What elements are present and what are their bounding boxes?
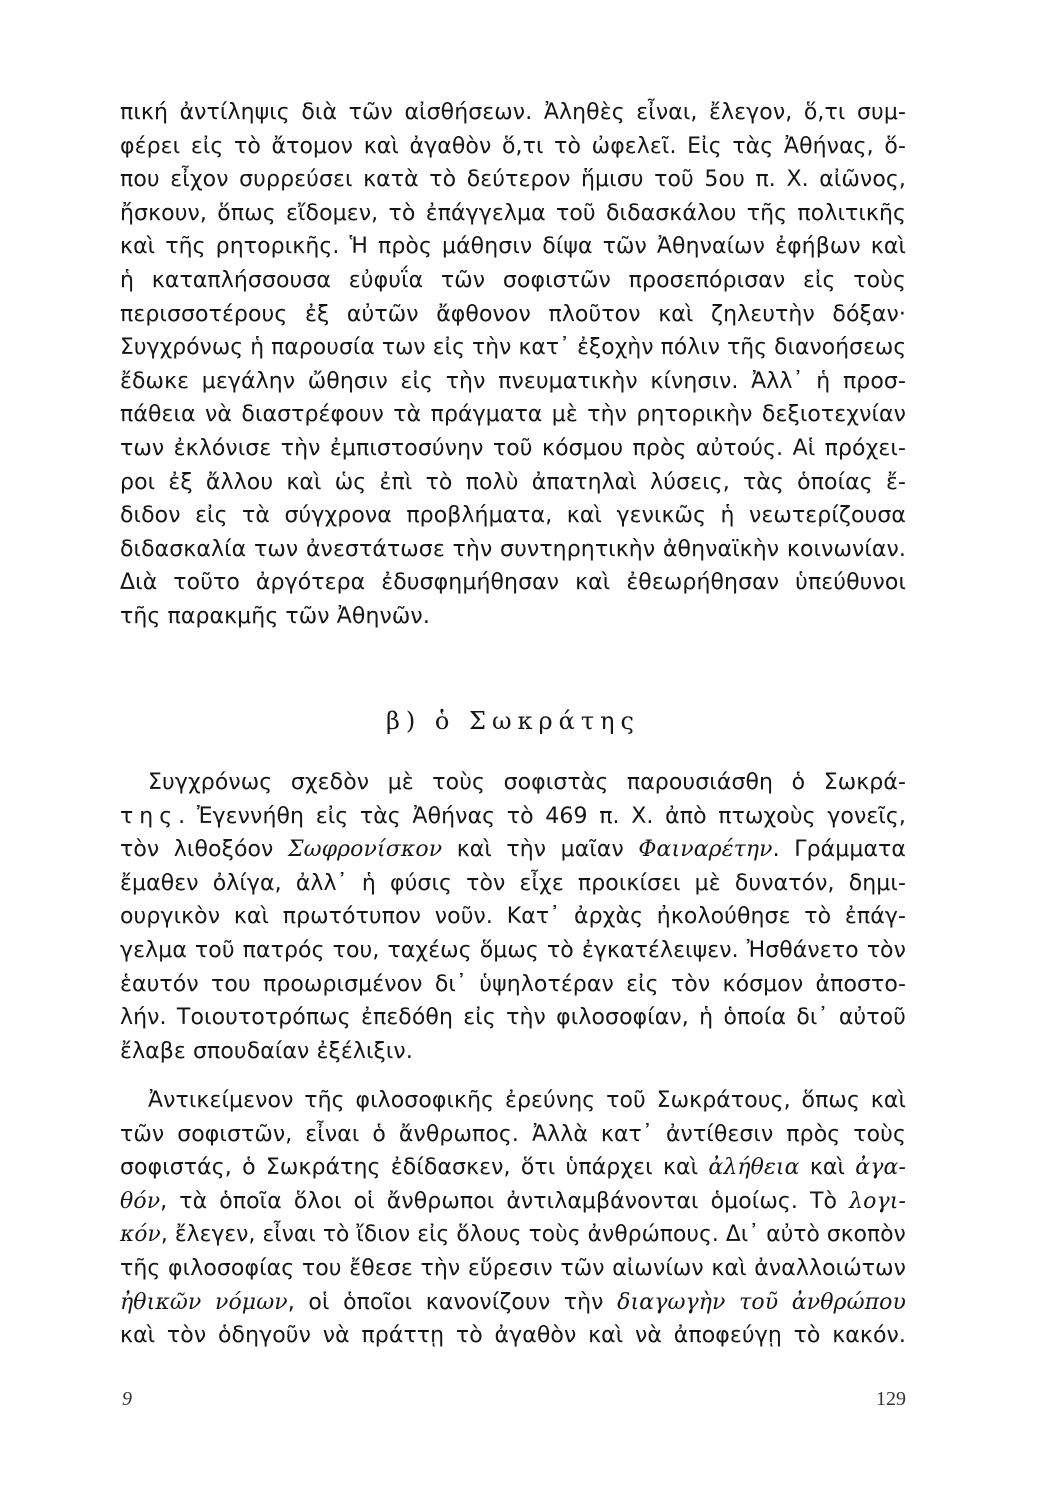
text-span: τὸν λιθοξόον xyxy=(120,837,288,863)
text-line: καὶ τὸν ὁδηγοῦν νὰ πράττῃ τὸ ἀγαθὸν καὶ νὰ ἀποφεύγῃ τὸ κακόν. xyxy=(120,1323,906,1349)
father-name: Σωφρονίσκον xyxy=(287,837,443,863)
text-line: περισσοτέρους ἐξ αὐτῶν ἄφθονον πλοῦτον καὶ ζηλευτὴν δόξαν· xyxy=(120,301,906,327)
text-line: Συγχρόνως ἡ παρουσία των εἰς τὴν κατ᾿ ἐξοχὴν πόλιν τῆς διανοήσεως xyxy=(120,335,907,361)
text-line: τῆς φιλοσοφίας του ἔθεσε τὴν εὕρεσιν τῶν αἰωνίων καὶ ἀναλλοιώτων xyxy=(120,1255,906,1281)
text-line: ἡ καταπλήσσουσα εὐφυΐα τῶν σοφιστῶν προσεπόρισαν εἰς τοὺς xyxy=(120,267,906,293)
text-span: . Ἐγεννήθη εἰς τὰς Ἀθήνας τὸ 469 π. Χ. ἀπὸ πτωχοὺς γονεῖς, xyxy=(178,803,906,829)
text-line: Συγχρόνως σχεδὸν μὲ τοὺς σοφιστὰς παρουσιάσθη ὁ Σωκρά- xyxy=(148,770,906,795)
text-line: των ἐκλόνισε τὴν ἐμπιστοσύνην τοῦ κόσμου πρὸς αὐτούς. Αἱ πρόχει- xyxy=(120,435,906,461)
paragraph-sophists xyxy=(120,96,906,634)
text-line xyxy=(120,833,906,867)
text-line: πάθεια νὰ διαστρέφουν τὰ πράγματα μὲ τὴν ρητορικὴν δεξιοτεχνίαν xyxy=(120,402,906,428)
text-line: καὶ τῆς ρητορικῆς. Ἡ πρὸς μάθησιν δίψα τῶν Ἀθηναίων ἐφήβων καὶ xyxy=(120,234,906,260)
page-number: 129 xyxy=(876,1388,906,1410)
text-span: , ἔλεγεν, εἶναι τὸ ἴδιον εἰς ὅλους τοὺς ἀνθρώπους. Δι᾿ αὐτὸ σκοπὸν xyxy=(160,1222,906,1248)
text-line xyxy=(120,800,906,834)
text-span: καὶ xyxy=(799,1155,856,1181)
text-span: σοφιστάς, ὁ Σωκράτης ἐδίδασκεν, ὅτι ὑπάρχει καὶ xyxy=(120,1155,709,1181)
text-line: τῆς παρακμῆς τῶν Ἀθηνῶν. xyxy=(120,603,430,629)
emphasis: λογι- xyxy=(849,1188,906,1214)
emphasis: ἠθικῶν νόμων xyxy=(120,1289,288,1315)
text-line: που εἶχον συρρεύσει κατὰ τὸ δεύτερον ἥμισυ τοῦ 5ου π. Χ. αἰῶνος, xyxy=(120,167,906,193)
text-line: ἔλαβε σπουδαίαν ἐξέλιξιν. xyxy=(120,1038,413,1064)
spaced-word: της xyxy=(120,803,179,829)
text-line xyxy=(120,1185,906,1219)
section-heading: β) ὁ Σωκράτης xyxy=(386,707,640,735)
text-line: ροι ἐξ ἄλλου καὶ ὡς ἐπὶ τὸ πολὺ ἀπατηλαὶ λύσεις, τὰς ὁποίας ἔ- xyxy=(120,469,906,495)
text-line: ἔδωκε μεγάλην ὤθησιν εἰς τὴν πνευματικὴν κίνησιν. Ἀλλ᾿ ἡ προσ- xyxy=(120,368,906,394)
text-line: ἔμαθεν ὀλίγα, ἀλλ᾿ ἡ φύσις τὸν εἶχε προικίσει μὲ δυνατόν, δημι- xyxy=(120,870,906,896)
emphasis: ἀγα- xyxy=(855,1155,906,1181)
emphasis: διαγωγὴν τοῦ ἀνθρώπου xyxy=(617,1289,906,1315)
text-line xyxy=(120,1286,906,1320)
paragraph-socrates-life xyxy=(120,766,906,1068)
signature-mark: 9 xyxy=(122,1388,132,1410)
emphasis: κόν xyxy=(120,1222,161,1248)
text-line: γελμα τοῦ πατρός του, ταχέως ὅμως τὸ ἐγκατέλειψεν. Ἠσθάνετο τὸν xyxy=(120,937,906,963)
text-line: πική ἀντίληψις διὰ τῶν αἰσθήσεων. Ἀληθὲς εἶναι, ἔλεγον, ὅ,τι συμ- xyxy=(120,100,906,125)
emphasis: θόν xyxy=(120,1188,161,1214)
emphasis: ἀλήθεια xyxy=(708,1155,800,1181)
text-line: ουργικὸν καὶ πρωτότυπον νοῦν. Κατ᾿ ἀρχὰς ἠκολούθησε τὸ ἐπάγ- xyxy=(120,904,906,930)
text-line: τῶν σοφιστῶν, εἶναι ὁ ἄνθρωπος. Ἀλλὰ κατ᾿ ἀντίθεσιν πρὸς τοὺς xyxy=(120,1121,906,1147)
text-line: διδασκαλία των ἀνεστάτωσε τὴν συντηρητικὴν ἀθηναϊκὴν κοινωνίαν. xyxy=(120,536,906,562)
text-line: Ἀντικείμενον τῆς φιλοσοφικῆς ἐρεύνης τοῦ Σωκράτους, ὅπως καὶ xyxy=(148,1088,906,1113)
text-line: διδον εἰς τὰ σύγχρονα προβλήματα, καὶ γενικῶς ἡ νεωτερίζουσα xyxy=(120,503,906,529)
text-line: Διὰ τοῦτο ἀργότερα ἐδυσφημήθησαν καὶ ἐθεωρήθησαν ὑπεύθυνοι xyxy=(120,570,906,596)
text-line: ἤσκουν, ὅπως εἴδομεν, τὸ ἐπάγγελμα τοῦ διδασκάλου τῆς πολιτικῆς xyxy=(120,200,906,226)
text-line: φέρει εἰς τὸ ἄτομον καὶ ἀγαθὸν ὅ,τι τὸ ὠφελεῖ. Εἰς τὰς Ἀθήνας, ὅ- xyxy=(120,133,906,159)
mother-name: Φαιναρέτην xyxy=(638,837,773,863)
text-span: καὶ τὴν μαῖαν xyxy=(442,837,639,863)
text-span: , οἱ ὁποῖοι κανονίζουν τὴν xyxy=(287,1289,618,1315)
text-line: λήν. Τοιουτοτρόπως ἐπεδόθη εἰς τὴν φιλοσοφίαν, ἡ ὁποία δι᾿ αὐτοῦ xyxy=(120,1005,906,1031)
text-span: , τὰ ὁποῖα ὅλοι οἱ ἄνθρωποι ἀντιλαμβάνονται ὁμοίως. Τὸ xyxy=(160,1188,850,1214)
text-span: . Γράμματα xyxy=(772,837,906,863)
paragraph-socrates-philosophy xyxy=(120,1084,906,1353)
text-line xyxy=(120,1218,906,1252)
text-line: ἑαυτόν του προωρισμένον δι᾿ ὑψηλοτέραν εἰς τὸν κόσμον ἀποστο- xyxy=(120,971,906,997)
text-line xyxy=(120,1151,906,1185)
